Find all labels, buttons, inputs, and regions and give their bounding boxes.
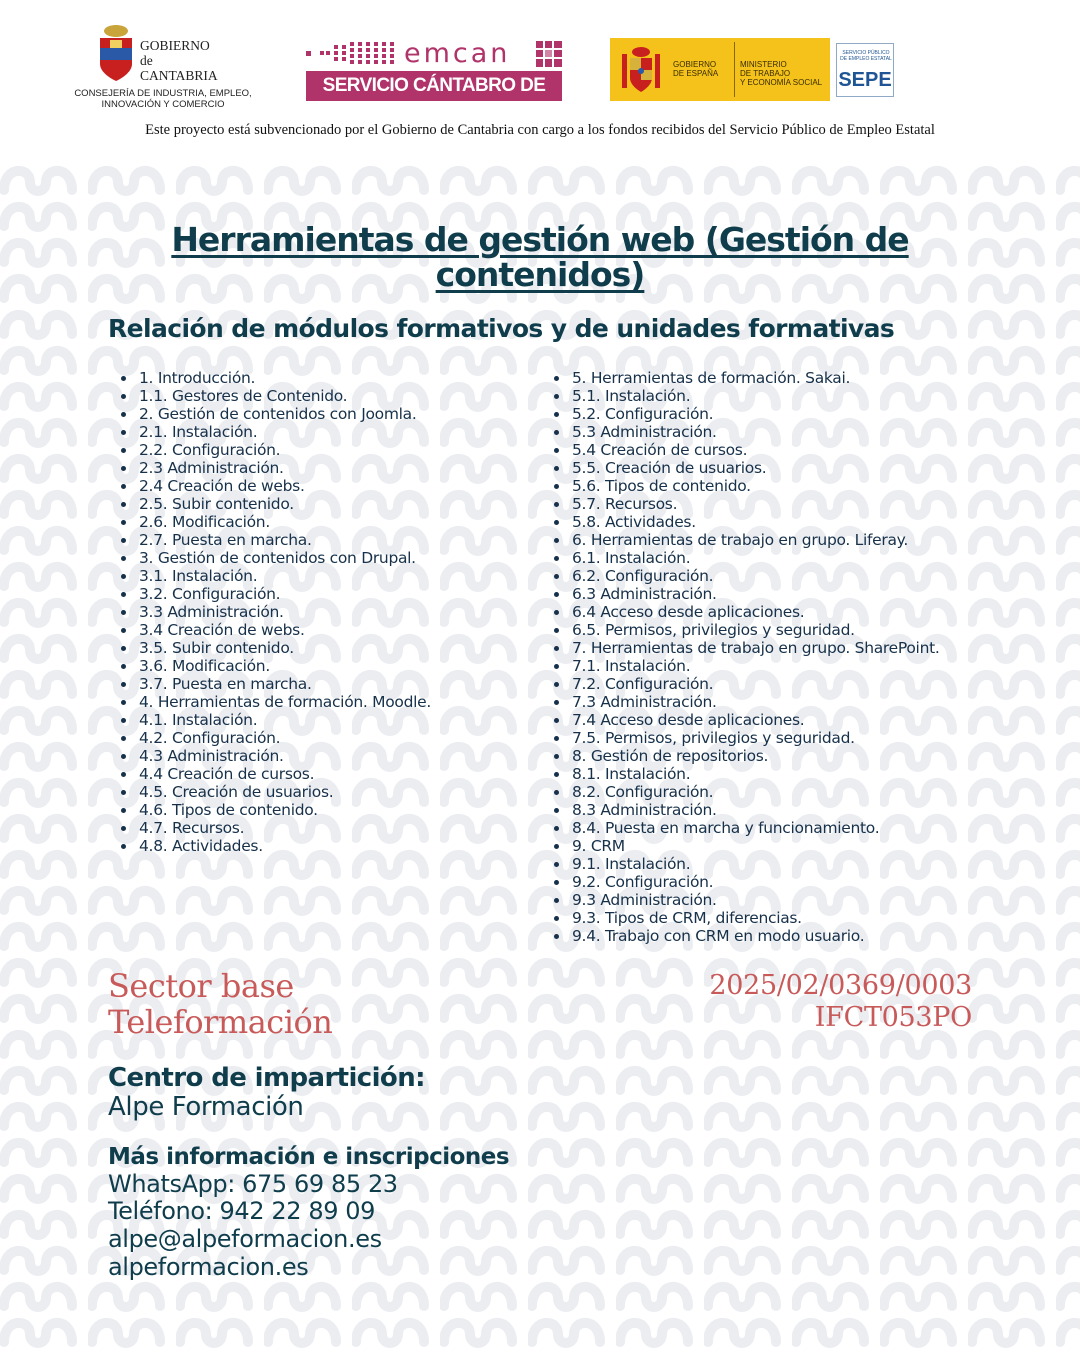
- module-list-item: 7.2. Configuración.: [551, 675, 991, 693]
- modules-list-left: [118, 369, 538, 855]
- module-list-item: 1. Introducción.: [118, 369, 538, 387]
- module-list-item: 4.4 Creación de cursos.: [118, 765, 538, 783]
- module-list-item: 3.1. Instalación.: [118, 567, 538, 585]
- ministerio-line: Y ECONOMÍA SOCIAL: [740, 78, 823, 87]
- module-list-item: 8. Gestión de repositorios.: [551, 747, 991, 765]
- module-list-item: 3.7. Puesta en marcha.: [118, 675, 538, 693]
- module-list-item: 3. Gestión de contenidos con Drupal.: [118, 549, 538, 567]
- module-list-item: 2.2. Configuración.: [118, 441, 538, 459]
- module-list-item: 5.4 Creación de cursos.: [551, 441, 991, 459]
- phone-line: Teléfono: 942 22 89 09: [108, 1197, 376, 1225]
- module-list-item: 3.5. Subir contenido.: [118, 639, 538, 657]
- module-list-item: 2.1. Instalación.: [118, 423, 538, 441]
- module-list-item: 3.6. Modificación.: [118, 657, 538, 675]
- sepe-full-name-line: SERVICIO PÚBLICO: [842, 50, 890, 56]
- module-list-item: 4.8. Actividades.: [118, 837, 538, 855]
- module-list-item: 5.2. Configuración.: [551, 405, 991, 423]
- module-list-item: 9.3 Administración.: [551, 891, 991, 909]
- module-list-item: 9.1. Instalación.: [551, 855, 991, 873]
- module-list-item: 3.2. Configuración.: [118, 585, 538, 603]
- sector-label: [108, 968, 332, 1040]
- module-list-item: 8.2. Configuración.: [551, 783, 991, 801]
- cantabria-department-line: INNOVACIÓN Y COMERCIO: [101, 99, 225, 110]
- module-list-item: 5.8. Actividades.: [551, 513, 991, 531]
- subsidy-note: Este proyecto está subvencionado por el Gobierno de Cantabria con cargo a los fondos recibidos del Servicio Público de Empleo Estatal: [145, 122, 935, 138]
- email-link[interactable]: alpe@alpeformacion.es: [108, 1225, 382, 1253]
- module-list-item: 5.1. Instalación.: [551, 387, 991, 405]
- sector-line: Sector base: [108, 967, 294, 1005]
- module-list-item: 6.4 Acceso desde aplicaciones.: [551, 603, 991, 621]
- module-list-item: 8.3 Administración.: [551, 801, 991, 819]
- module-list-item: 7.1. Instalación.: [551, 657, 991, 675]
- module-list-item: 5. Herramientas de formación. Sakai.: [551, 369, 991, 387]
- module-list-item: 6. Herramientas de trabajo en grupo. Liferay.: [551, 531, 991, 549]
- cantabria-name-line: CANTABRIA: [140, 68, 218, 83]
- gobierno-espana-line: GOBIERNO: [673, 60, 717, 69]
- module-list-item: 3.3 Administración.: [118, 603, 538, 621]
- module-list-item: 7. Herramientas de trabajo en grupo. SharePoint.: [551, 639, 991, 657]
- modules-list-right: [551, 369, 991, 945]
- whatsapp-line: WhatsApp: 675 69 85 23: [108, 1170, 398, 1198]
- module-list-item: 4.7. Recursos.: [118, 819, 538, 837]
- module-list-item: 2.3 Administración.: [118, 459, 538, 477]
- module-list-item: 9.2. Configuración.: [551, 873, 991, 891]
- cantabria-name-line: de: [140, 53, 153, 68]
- module-list-item: 2. Gestión de contenidos con Joomla.: [118, 405, 538, 423]
- ministerio-line: MINISTERIO: [740, 60, 787, 69]
- module-list-item: 4. Herramientas de formación. Moodle.: [118, 693, 538, 711]
- module-list-item: 4.2. Configuración.: [118, 729, 538, 747]
- module-list-item: 7.4 Acceso desde aplicaciones.: [551, 711, 991, 729]
- module-list-item: 2.5. Subir contenido.: [118, 495, 538, 513]
- course-codes: [709, 970, 972, 1034]
- emcan-wordmark: emcan: [404, 38, 511, 69]
- module-list-item: 6.3 Administración.: [551, 585, 991, 603]
- module-list-item: 8.4. Puesta en marcha y funcionamiento.: [551, 819, 991, 837]
- module-list-item: 4.5. Creación de usuarios.: [118, 783, 538, 801]
- website-link[interactable]: alpeformacion.es: [108, 1253, 309, 1281]
- module-list-item: 6.2. Configuración.: [551, 567, 991, 585]
- ministerio-line: DE TRABAJO: [740, 69, 791, 78]
- module-list-item: 2.7. Puesta en marcha.: [118, 531, 538, 549]
- section-heading: Relación de módulos formativos y de unidades formativas: [108, 314, 895, 343]
- cantabria-name-line: GOBIERNO: [140, 38, 210, 53]
- module-list-item: 9. CRM: [551, 837, 991, 855]
- centro-name: Alpe Formación: [108, 1092, 304, 1122]
- module-list-item: 7.3 Administración.: [551, 693, 991, 711]
- course-title: Herramientas de gestión web (Gestión de contenidos): [171, 220, 909, 294]
- module-list-item: 6.1. Instalación.: [551, 549, 991, 567]
- cantabria-department-line: CONSEJERÍA DE INDUSTRIA, EMPLEO,: [74, 88, 252, 99]
- emcan-tagline: SERVICIO CÁNTABRO DE EMPLEO: [306, 71, 562, 101]
- module-list-item: 2.4 Creación de webs.: [118, 477, 538, 495]
- sepe-acronym: SEPE: [838, 69, 892, 91]
- module-list-item: 2.6. Modificación.: [118, 513, 538, 531]
- module-list-item: 4.3 Administración.: [118, 747, 538, 765]
- gobierno-espana-line: DE ESPAÑA: [673, 69, 719, 78]
- module-list-item: 5.5. Creación de usuarios.: [551, 459, 991, 477]
- sepe-full-name-line: DE EMPLEO ESTATAL: [840, 56, 892, 62]
- module-list-item: 4.1. Instalación.: [118, 711, 538, 729]
- module-list-item: 5.6. Tipos de contenido.: [551, 477, 991, 495]
- info-title: Más información e inscripciones: [108, 1144, 510, 1170]
- sector-line: Teleformación: [108, 1003, 333, 1041]
- expedient-code: 2025/02/0369/0003: [709, 970, 972, 1001]
- module-list-item: 1.1. Gestores de Contenido.: [118, 387, 538, 405]
- module-list-item: 8.1. Instalación.: [551, 765, 991, 783]
- module-list-item: 9.3. Tipos de CRM, diferencias.: [551, 909, 991, 927]
- module-list-item: 9.4. Trabajo con CRM en modo usuario.: [551, 927, 991, 945]
- module-list-item: 7.5. Permisos, privilegios y seguridad.: [551, 729, 991, 747]
- module-list-item: 4.6. Tipos de contenido.: [118, 801, 538, 819]
- module-list-item: 5.7. Recursos.: [551, 495, 991, 513]
- module-list-item: 5.3 Administración.: [551, 423, 991, 441]
- course-code: IFCT053PO: [814, 1002, 972, 1033]
- centro-title: Centro de impartición:: [108, 1063, 425, 1093]
- module-list-item: 3.4 Creación de webs.: [118, 621, 538, 639]
- module-list-item: 6.5. Permisos, privilegios y seguridad.: [551, 621, 991, 639]
